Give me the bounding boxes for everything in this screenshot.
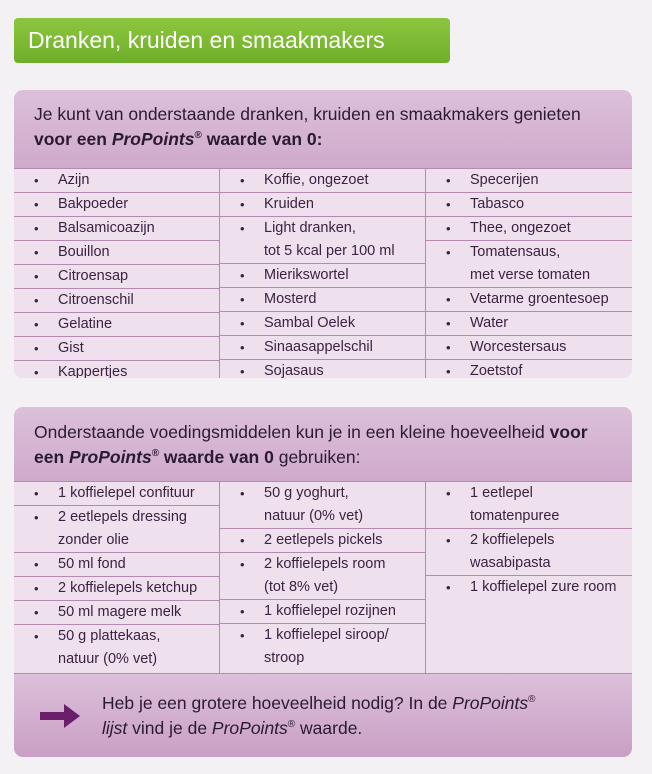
bullet: • bbox=[446, 580, 451, 595]
registered-mark: ® bbox=[194, 130, 202, 141]
item-label: Balsamicoazijn bbox=[58, 220, 155, 236]
list-item bbox=[220, 264, 425, 288]
bullet: • bbox=[446, 364, 451, 378]
bullet: • bbox=[446, 340, 451, 355]
bullet: • bbox=[34, 581, 39, 596]
item-label: 1 koffielepel rozijnen bbox=[264, 603, 396, 619]
item-label: Gist bbox=[58, 340, 84, 356]
bullet: • bbox=[34, 173, 39, 188]
list-item bbox=[426, 360, 632, 378]
item-label: 50 ml magere melk bbox=[58, 604, 182, 620]
bullet: • bbox=[34, 269, 39, 284]
item-label: Mierikswortel bbox=[264, 267, 349, 283]
item-label: Tomatensaus, met verse tomaten bbox=[470, 244, 591, 283]
bullet: • bbox=[446, 173, 451, 188]
list-item bbox=[426, 336, 632, 360]
list-item bbox=[426, 169, 632, 193]
item-label: Vetarme groentesoep bbox=[470, 291, 609, 307]
lijst-term: lijst bbox=[102, 717, 128, 738]
propoints-term: ProPoints bbox=[69, 447, 152, 467]
bullet: • bbox=[446, 221, 451, 236]
list-item bbox=[220, 553, 425, 600]
footer-text bbox=[102, 691, 536, 741]
item-label: Citroensap bbox=[58, 268, 129, 284]
bullet: • bbox=[34, 365, 39, 378]
intro-bold: voor een bbox=[34, 422, 588, 467]
bullet: • bbox=[240, 292, 245, 307]
bullet: • bbox=[240, 221, 245, 236]
list-item bbox=[14, 313, 219, 337]
intro-bold: voor een bbox=[34, 129, 112, 149]
list-item bbox=[14, 337, 219, 361]
item-label: Water bbox=[470, 315, 509, 331]
section-title: Dranken, kruiden en smaakmakers bbox=[14, 18, 450, 63]
list-item bbox=[14, 289, 219, 313]
bullet: • bbox=[446, 245, 451, 260]
list-item bbox=[426, 576, 632, 599]
item-label: Sojasaus bbox=[264, 363, 324, 378]
intro-bold-end: waarde van 0: bbox=[201, 129, 323, 149]
list-item bbox=[14, 625, 219, 671]
intro-bold-end: waarde van 0 bbox=[159, 447, 274, 467]
items-column-2 bbox=[220, 482, 426, 673]
footer-text-d: vind je de bbox=[127, 717, 212, 738]
item-label: Koffie, ongezoet bbox=[264, 172, 369, 188]
item-label: Azijn bbox=[58, 172, 90, 188]
item-label: Bakpoeder bbox=[58, 196, 129, 212]
intro-text-end: gebruiken: bbox=[273, 447, 361, 467]
bullet: • bbox=[240, 557, 245, 572]
bullet: • bbox=[34, 629, 39, 644]
item-label: 1 eetlepel tomatenpuree bbox=[470, 485, 560, 524]
intro-text: Je kunt van onderstaande dranken, kruiden en smaakmakers genieten bbox=[34, 104, 581, 124]
item-label: 50 g plattekaas, natuur (0% vet) bbox=[58, 628, 161, 667]
bullet: • bbox=[34, 317, 39, 332]
list-item bbox=[14, 265, 219, 289]
propoints-term: ProPoints bbox=[111, 129, 195, 149]
list-item bbox=[220, 169, 425, 193]
item-label: 50 ml fond bbox=[58, 556, 126, 572]
bullet: • bbox=[240, 316, 245, 331]
list-item bbox=[426, 529, 632, 576]
bullet: • bbox=[34, 557, 39, 572]
panel-intro bbox=[14, 90, 632, 168]
bullet: • bbox=[240, 533, 245, 548]
list-item bbox=[220, 600, 425, 624]
bullet: • bbox=[240, 486, 245, 501]
list-item bbox=[14, 361, 219, 378]
item-label: 1 koffielepel confituur bbox=[58, 485, 195, 501]
list-item bbox=[14, 482, 219, 506]
panel-intro bbox=[14, 407, 632, 481]
list-item bbox=[426, 312, 632, 336]
list-item bbox=[220, 336, 425, 360]
bullet: • bbox=[446, 292, 451, 307]
list-item bbox=[220, 193, 425, 217]
item-label: Worcestersaus bbox=[470, 339, 567, 355]
bullet: • bbox=[240, 628, 245, 643]
list-item bbox=[14, 241, 219, 265]
footer-note bbox=[14, 674, 632, 757]
bullet: • bbox=[240, 268, 245, 283]
item-label: Light dranken, tot 5 kcal per 100 ml bbox=[264, 220, 395, 259]
bullet: • bbox=[446, 533, 451, 548]
list-item bbox=[14, 553, 219, 577]
item-label: Sinaasappelschil bbox=[264, 339, 373, 355]
list-item bbox=[426, 193, 632, 217]
list-item bbox=[14, 577, 219, 601]
bullet: • bbox=[240, 340, 245, 355]
bullet: • bbox=[240, 197, 245, 212]
item-label: Kruiden bbox=[264, 196, 314, 212]
footer-text-a: Heb je een grotere hoeveelheid nodig? In de bbox=[102, 692, 453, 713]
item-label: 2 eetlepels dressing zonder olie bbox=[58, 509, 187, 548]
items-column-2 bbox=[220, 169, 426, 378]
item-label: Citroenschil bbox=[58, 292, 134, 308]
bullet: • bbox=[34, 486, 39, 501]
arrow-right-icon bbox=[38, 701, 82, 731]
propoints-term: ProPoints bbox=[452, 692, 529, 713]
footer-text-f: waarde. bbox=[295, 717, 363, 738]
registered-mark: ® bbox=[528, 693, 536, 705]
list-item bbox=[14, 193, 219, 217]
list-item bbox=[426, 217, 632, 241]
propoints-term: ProPoints bbox=[211, 717, 288, 738]
item-label: 2 eetlepels pickels bbox=[264, 532, 383, 548]
items-column-1 bbox=[14, 169, 220, 378]
list-item bbox=[220, 482, 425, 529]
list-item bbox=[220, 288, 425, 312]
item-label: Mosterd bbox=[264, 291, 317, 307]
list-item bbox=[14, 169, 219, 193]
items-column-1 bbox=[14, 482, 220, 673]
items-column-3 bbox=[426, 169, 632, 378]
item-label: Tabasco bbox=[470, 196, 525, 212]
items-grid bbox=[14, 168, 632, 378]
bullet: • bbox=[34, 245, 39, 260]
list-item bbox=[14, 601, 219, 625]
bullet: • bbox=[446, 316, 451, 331]
item-label: Specerijen bbox=[470, 172, 539, 188]
item-label: Sambal Oelek bbox=[264, 315, 356, 331]
bullet: • bbox=[34, 341, 39, 356]
intro-text: Onderstaande voedingsmiddelen kun je in een kleine hoeveelheid bbox=[34, 422, 550, 442]
bullet: • bbox=[446, 486, 451, 501]
item-label: 2 koffielepels room (tot 8% vet) bbox=[264, 556, 386, 595]
small-amounts-panel bbox=[14, 407, 632, 757]
registered-mark: ® bbox=[151, 448, 160, 459]
item-label: 50 g yoghurt, natuur (0% vet) bbox=[264, 485, 364, 524]
item-label: Bouillon bbox=[58, 244, 110, 260]
list-item bbox=[14, 217, 219, 241]
list-item bbox=[220, 217, 425, 264]
list-item bbox=[220, 529, 425, 553]
item-label: Kappertjes bbox=[58, 364, 128, 378]
bullet: • bbox=[34, 293, 39, 308]
bullet: • bbox=[34, 197, 39, 212]
list-item bbox=[14, 506, 219, 553]
items-grid bbox=[14, 481, 632, 674]
registered-mark: ® bbox=[287, 718, 296, 730]
item-label: 1 koffielepel zure room bbox=[470, 579, 617, 595]
zero-points-panel bbox=[14, 90, 632, 378]
item-label: 1 koffielepel siroop/ stroop bbox=[264, 627, 389, 666]
item-label: 2 koffielepels wasabipasta bbox=[470, 532, 555, 571]
bullet: • bbox=[240, 604, 245, 619]
list-item bbox=[426, 482, 632, 529]
bullet: • bbox=[34, 605, 39, 620]
list-item bbox=[426, 288, 632, 312]
bullet: • bbox=[446, 197, 451, 212]
list-item bbox=[220, 360, 425, 378]
list-item bbox=[426, 241, 632, 288]
item-label: Gelatine bbox=[58, 316, 113, 332]
bullet: • bbox=[34, 510, 39, 525]
bullet: • bbox=[240, 173, 245, 188]
item-label: Thee, ongezoet bbox=[470, 220, 571, 236]
item-label: 2 koffielepels ketchup bbox=[58, 580, 198, 596]
bullet: • bbox=[240, 364, 245, 378]
item-label: Zoetstof bbox=[470, 363, 523, 378]
items-column-3 bbox=[426, 482, 632, 673]
list-item bbox=[220, 624, 425, 670]
list-item bbox=[220, 312, 425, 336]
bullet: • bbox=[34, 221, 39, 236]
